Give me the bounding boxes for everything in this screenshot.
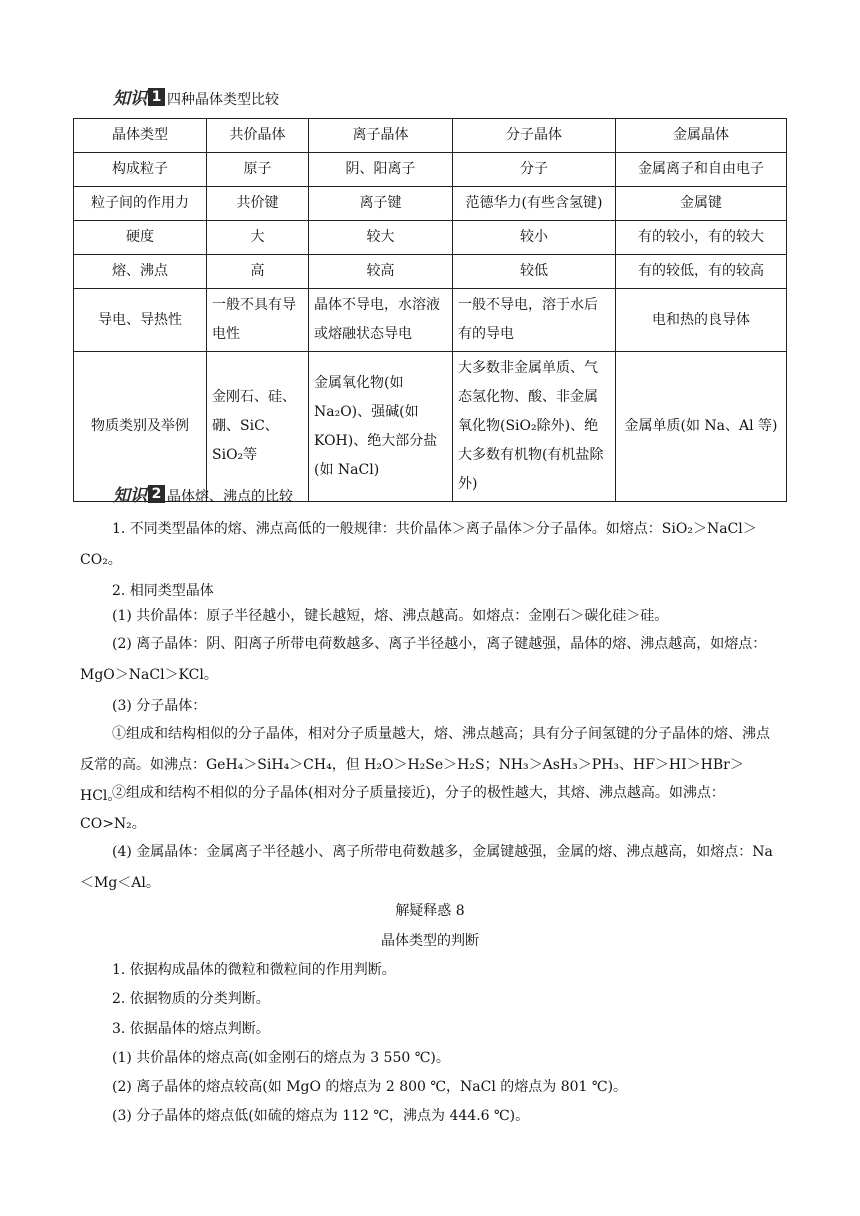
- paragraph: ①组成和结构相似的分子晶体，相对分子质量越大，熔、沸点越高；具有分子间氢键的分子晶体的熔、沸点反常的高。如沸点：GeH₄＞SiH₄＞CH₄，但 H₂O＞H₂Se＞H₂S；NH₃＞AsH₃＞PH₃、HF＞HI＞HBr＞HCl。: [80, 726, 770, 804]
- table-cell: 构成粒子: [74, 153, 207, 187]
- paragraph: (4) 金属晶体：金属离子半径越小、离子所带电荷数越多，金属键越强，金属的熔、沸点越高，如熔点：Na＜Mg＜Al。: [80, 844, 773, 891]
- table-cell: 原子: [207, 153, 309, 187]
- table-cell: 物质类别及举例: [74, 352, 207, 502]
- table-cell: 金属氧化物(如Na₂O)、强碱(如KOH)、绝大部分盐(如 NaCl): [309, 352, 453, 502]
- table-cell: 硬度: [74, 221, 207, 255]
- table-cell: 电和热的良导体: [616, 289, 787, 352]
- header-cell: 离子晶体: [309, 119, 453, 153]
- table-cell: 较低: [453, 255, 616, 289]
- table-row: [74, 352, 787, 502]
- table-cell: 一般不具有导电性: [207, 289, 309, 352]
- section1-heading: [113, 84, 279, 109]
- knowledge-badge: [113, 481, 165, 506]
- table-cell: 导电、导热性: [74, 289, 207, 352]
- table-cell: 金属键: [616, 187, 787, 221]
- table-cell: 有的较小，有的较大: [616, 221, 787, 255]
- header-cell: 金属晶体: [616, 119, 787, 153]
- section2-title: 晶体熔、沸点的比较: [167, 489, 293, 505]
- header-cell: 晶体类型: [74, 119, 207, 153]
- list-item: 1. 依据构成晶体的微粒和微粒间的作用判断。: [112, 962, 396, 978]
- list-item: 3. 依据晶体的熔点判断。: [112, 1021, 270, 1037]
- paragraph: (2) 离子晶体：阴、阳离子所带电荷数越多、离子半径越小，离子键越强，晶体的熔、沸点越高，如熔点：MgO＞NaCl＞KCl。: [80, 636, 767, 683]
- table-row: [74, 187, 787, 221]
- table-cell: 共价键: [207, 187, 309, 221]
- paragraph: 2. 相同类型晶体: [112, 583, 214, 599]
- table-cell: 大: [207, 221, 309, 255]
- header-cell: 分子晶体: [453, 119, 616, 153]
- badge-number: 1: [148, 88, 165, 106]
- header-cell: 共价晶体: [207, 119, 309, 153]
- paragraph: ②组成和结构不相似的分子晶体(相对分子质量接近)，分子的极性越大，其熔、沸点越高。如沸点：CO>N₂。: [80, 785, 725, 832]
- table-cell: 金属离子和自由电子: [616, 153, 787, 187]
- table-cell: 金属单质(如 Na、Al 等): [616, 352, 787, 502]
- table-cell: 阴、阳离子: [309, 153, 453, 187]
- section3-heading1: 解疑释惑 8: [395, 903, 465, 919]
- table-cell: 范德华力(有些含氢键): [453, 187, 616, 221]
- table-cell: 较大: [309, 221, 453, 255]
- paragraph: (1) 共价晶体：原子半径越小，键长越短，熔、沸点越高。如熔点：金刚石＞碳化硅＞硅。: [112, 608, 669, 624]
- table-cell: 晶体不导电，水溶液或熔融状态导电: [309, 289, 453, 352]
- table-cell: 分子: [453, 153, 616, 187]
- badge-text: 知识: [113, 89, 147, 109]
- table-cell: 粒子间的作用力: [74, 187, 207, 221]
- badge-text: 知识: [113, 486, 147, 506]
- crystal-comparison-table: [73, 118, 787, 502]
- table-cell: 离子键: [309, 187, 453, 221]
- paragraph: 1. 不同类型晶体的熔、沸点高低的一般规律：共价晶体＞离子晶体＞分子晶体。如熔点：SiO₂＞NaCl＞CO₂。: [80, 521, 757, 568]
- table-cell: 较高: [309, 255, 453, 289]
- section3-heading2: 晶体类型的判断: [381, 933, 479, 949]
- table-cell: 一般不导电，溶于水后有的导电: [453, 289, 616, 352]
- table-header-row: [74, 119, 787, 153]
- paragraph: (3) 分子晶体：: [112, 698, 207, 714]
- section2-heading: [113, 481, 293, 506]
- list-item: (3) 分子晶体的熔点低(如硫的熔点为 112 ℃，沸点为 444.6 ℃)。: [112, 1108, 530, 1124]
- knowledge-badge: [113, 84, 165, 109]
- list-item: (2) 离子晶体的熔点较高(如 MgO 的熔点为 2 800 ℃，NaCl 的熔点为 801 ℃)。: [112, 1079, 628, 1095]
- list-item: (1) 共价晶体的熔点高(如金刚石的熔点为 3 550 ℃)。: [112, 1050, 450, 1066]
- table-cell: 较小: [453, 221, 616, 255]
- table-cell: 大多数非金属单质、气态氢化物、酸、非金属氧化物(SiO₂除外)、绝大多数有机物(有机盐除外): [453, 352, 616, 502]
- table-cell: 有的较低，有的较高: [616, 255, 787, 289]
- table-cell: 金刚石、硅、硼、SiC、SiO₂等: [207, 352, 309, 502]
- table-row: [74, 289, 787, 352]
- table-cell: 熔、沸点: [74, 255, 207, 289]
- table-row: [74, 255, 787, 289]
- badge-number: 2: [148, 485, 165, 503]
- table-cell: 高: [207, 255, 309, 289]
- table-row: [74, 221, 787, 255]
- section1-title: 四种晶体类型比较: [167, 92, 279, 108]
- list-item: 2. 依据物质的分类判断。: [112, 991, 270, 1007]
- table-row: [74, 153, 787, 187]
